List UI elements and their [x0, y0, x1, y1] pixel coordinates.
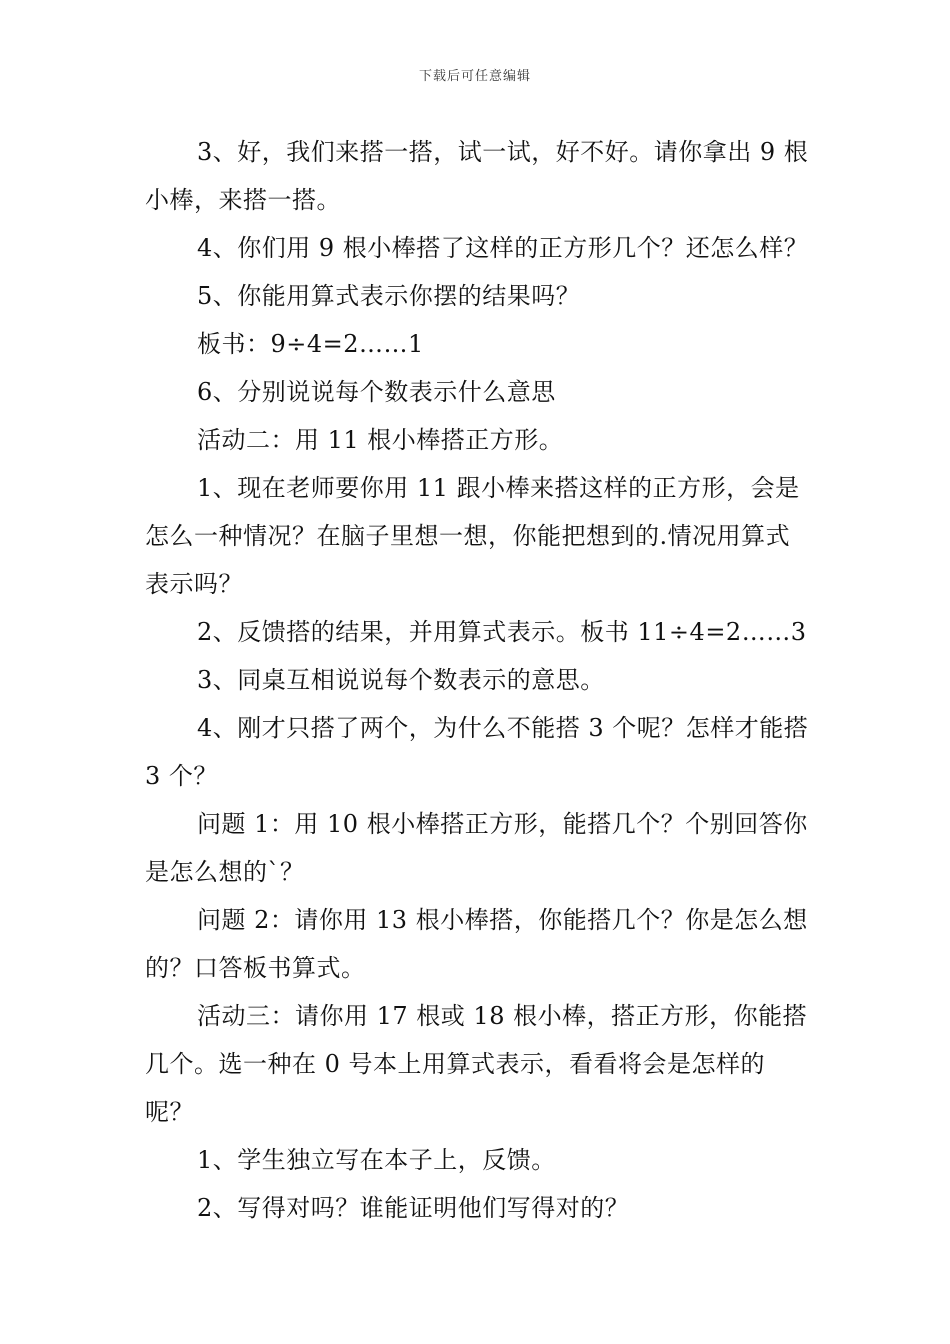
document-body: [145, 128, 813, 1232]
paragraph-6: 活动二：用 11 根小棒搭正方形。: [197, 426, 564, 454]
paragraph-13: 活动三：请你用 17 根或 18 根小棒，搭正方形，你能搭几个。选一种在 0 号本上用算式表示，看看将会是怎样的呢？: [145, 1002, 808, 1126]
paragraph-7: 1、现在老师要你用 11 跟小棒来搭这样的正方形，会是怎么一种情况？在脑子里想一想，你能把想到的.情况用算式表示吗？: [145, 474, 800, 598]
paragraph-9: 3、同桌互相说说每个数表示的意思。: [197, 666, 605, 694]
paragraph-5: 6、分别说说每个数表示什么意思: [197, 378, 556, 406]
paragraph-1: 3、好，我们来搭一搭，试一试，好不好。请你拿出 9 根小棒，来搭一搭。: [145, 138, 809, 214]
paragraph-3: 5、你能用算式表示你摆的结果吗？: [197, 282, 581, 310]
paragraph-14: 1、学生独立写在本子上，反馈。: [197, 1146, 556, 1174]
paragraph-2: 4、你们用 9 根小棒搭了这样的正方形几个？还怎么样？: [197, 234, 809, 262]
paragraph-15: 2、写得对吗？谁能证明他们写得对的？: [197, 1194, 630, 1222]
paragraph-11: 问题 1：用 10 根小棒搭正方形，能搭几个？个别回答你是怎么想的`？: [145, 810, 808, 886]
paragraph-12: 问题 2：请你用 13 根小棒搭，你能搭几个？你是怎么想的？口答板书算式。: [145, 906, 808, 982]
paragraph-8: 2、反馈搭的结果，并用算式表示。板书 11÷4=2……3: [197, 618, 807, 646]
paragraph-10: 4、刚才只搭了两个，为什么不能搭 3 个呢？怎样才能搭 3 个？: [145, 714, 809, 790]
paragraph-4: 板书：9÷4=2……1: [197, 330, 424, 358]
page-header: 下载后可任意编辑: [418, 69, 531, 84]
